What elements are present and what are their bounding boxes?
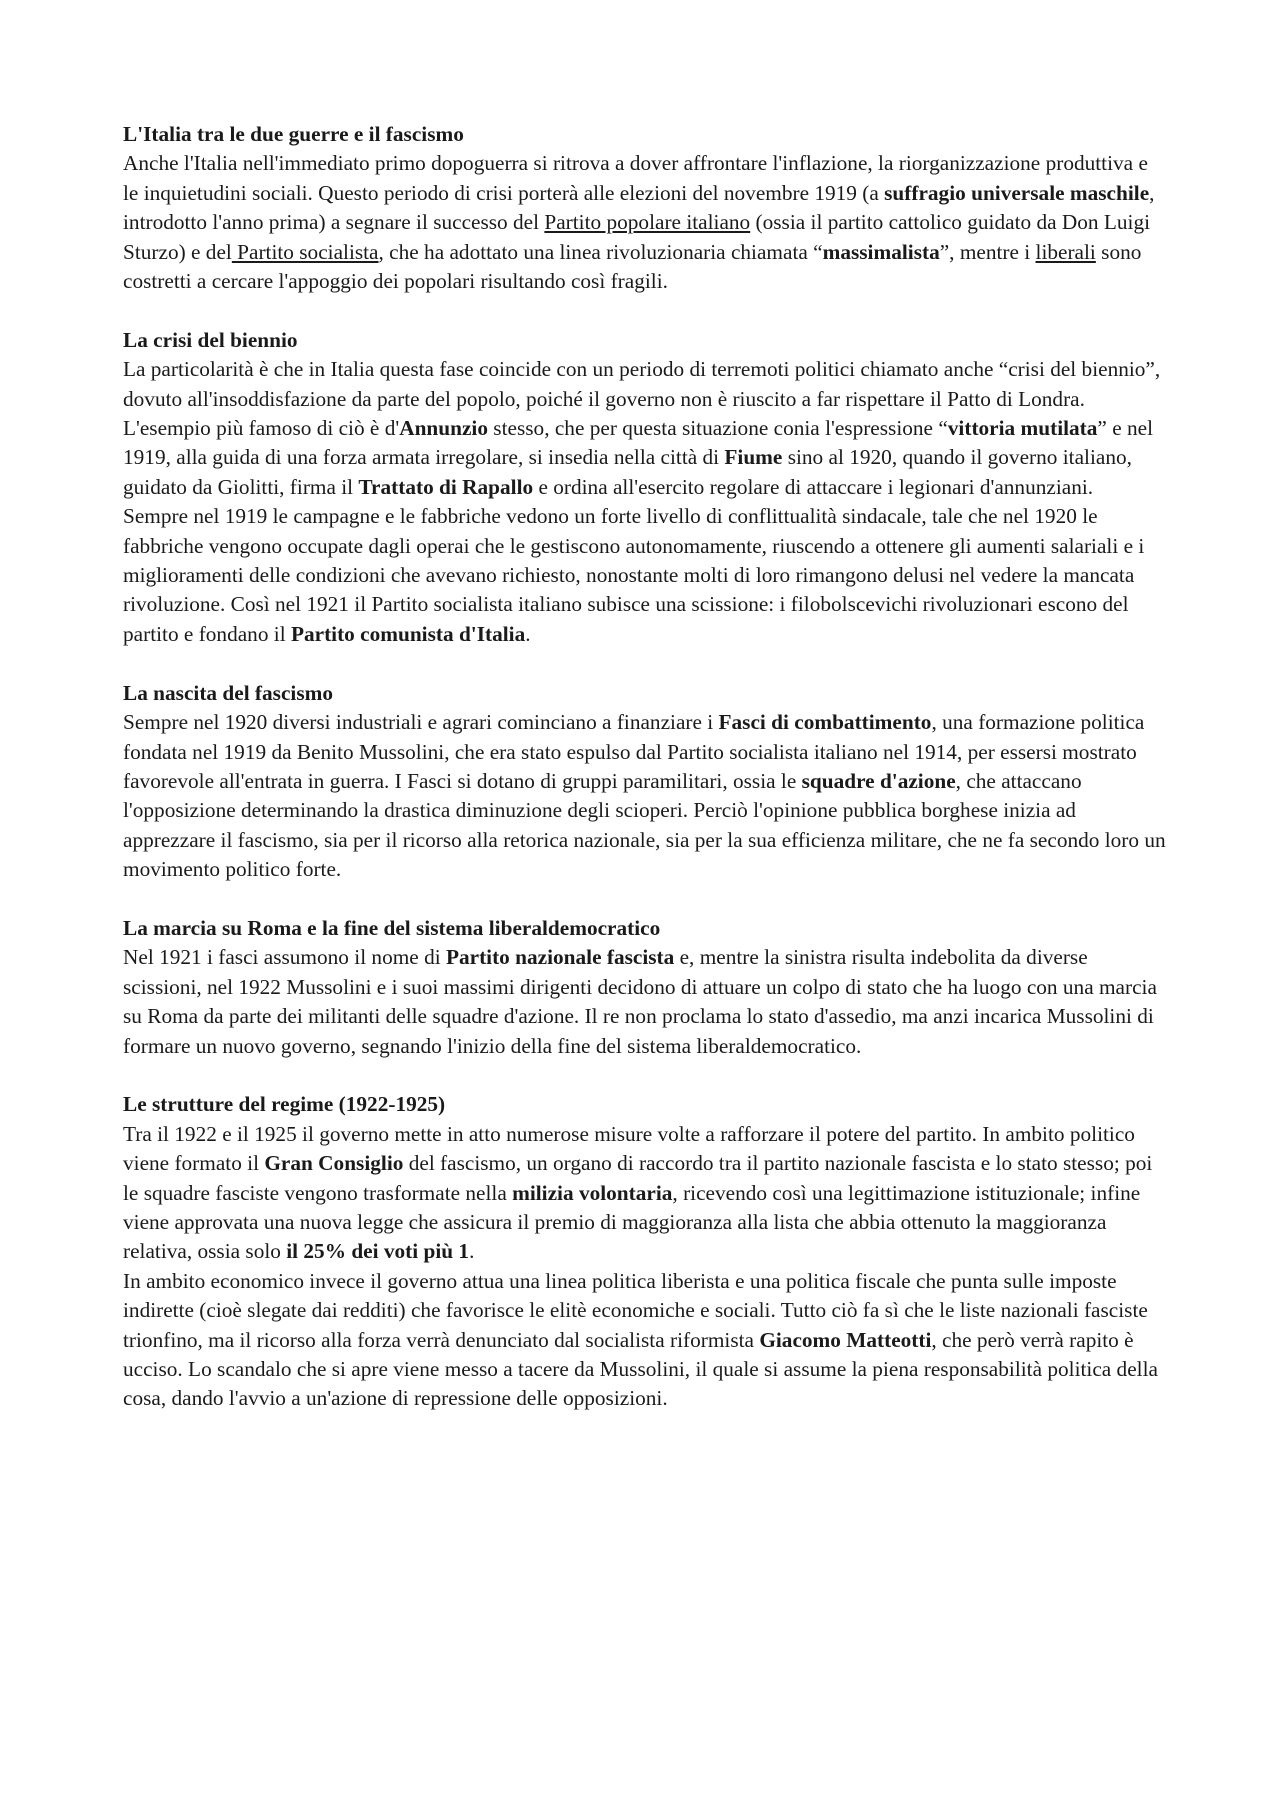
section-heading: La marcia su Roma e la fine del sistema liberaldemocratico	[123, 915, 661, 940]
bold-text: vittoria mutilata	[947, 416, 1098, 441]
bold-text: Annunzio	[399, 416, 488, 441]
document-page	[123, 120, 1168, 1443]
text-run: stesso, che per questa situazione conia l'espressione “	[487, 416, 948, 441]
underlined-text: Partito popolare italiano	[544, 210, 751, 235]
text-run: Tra il 1922 e il 1925 il governo mette in atto numerose misure volte a rafforzare il potere del partito. In ambito politico viene formato il	[123, 1121, 1135, 1176]
section-paragraph	[123, 943, 1168, 1061]
bold-text: Fiume	[724, 445, 783, 470]
text-run: , che però verrà rapito è ucciso. Lo scandalo che si apre viene messo a tacere da Mussolini, il quale si assume la piena responsabilità politica della cosa, dando l'avvio a un'azione di repressione delle opposizioni.	[123, 1327, 1158, 1411]
text-run: , che ha adottato una linea rivoluzionaria chiamata “	[378, 239, 823, 264]
text-run: Nel 1921 i fasci assumono il nome di	[123, 945, 446, 970]
text-run: La particolarità è che in Italia questa fase coincide con un periodo di terremoti politici chiamato anche “crisi del biennio”, dovuto all'insoddisfazione da parte del popolo, poiché il governo non è riuscito a far rispettare il Patto di Londra. L'esempio più famoso di ciò è d'	[123, 357, 1161, 441]
text-run: Sempre nel 1919 le campagne e le fabbriche vedono un forte livello di conflittualità sindacale, tale che nel 1920 le fabbriche vengono occupate dagli operai che le gestiscono autonomamente, riuscendo a ottenere gli aumenti salariali e i miglioramenti delle condizioni che avevano richiesto, nonostante molti di loro rimangono delusi nel vedere la mancata rivoluzione. Così nel 1921 il Partito socialista italiano subisce una scissione: i filobolscevichi rivoluzionari escono del partito e fondano il	[123, 504, 1145, 646]
section-paragraph	[123, 708, 1168, 884]
text-run: (ossia il partito cattolico guidato da Don Luigi Sturzo) e del	[123, 210, 1151, 264]
section-marcia-su-roma	[123, 914, 1168, 1061]
section-paragraph	[123, 355, 1168, 502]
bold-text: Gran Consiglio	[264, 1151, 404, 1176]
bold-text: Giacomo Matteotti	[759, 1327, 932, 1352]
bold-text: il 25% dei voti più 1	[286, 1239, 470, 1264]
text-run: e, mentre la sinistra risulta indebolita da diverse scissioni, nel 1922 Mussolini e i suoi massimi dirigenti decidono di attuare un colpo di stato che ha luogo con una marcia su Roma da parte dei militanti delle squadre d'azione. Il re non proclama lo stato d'assedio, ma anzi incarica Mussolini di formare un nuovo governo, segnando l'inizio della fine del sistema liberaldemocratico.	[123, 945, 1157, 1058]
text-run: Anche l'Italia nell'immediato primo dopoguerra si ritrova a dover affrontare l'inflazione, la riorganizzazione produttiva e le inquietudini sociali. Questo periodo di crisi porterà alle elezioni del novembre 1919 (a	[123, 151, 1148, 205]
section-nascita-del-fascismo	[123, 679, 1168, 885]
text-run: sino al 1920, quando il governo italiano, guidato da Giolitti, firma il	[123, 445, 1132, 499]
bold-text: milizia volontaria	[512, 1180, 673, 1205]
bold-text: suffragio universale maschile	[884, 180, 1150, 205]
text-run: .	[469, 1239, 475, 1264]
section-heading: La crisi del biennio	[123, 327, 298, 352]
section-strutture-del-regime	[123, 1090, 1168, 1413]
section-heading: Le strutture del regime (1922-1925)	[123, 1092, 446, 1117]
bold-text: Fasci di combattimento	[718, 710, 932, 735]
text-run: , che attaccano l'opposizione determinando la drastica diminuzione degli scioperi. Perciò l'opinione pubblica borghese inizia ad apprezzare il fascismo, sia per il ricorso alla retorica nazionale, sia per la sua efficienza militare, che ne fa secondo loro un movimento politico forte.	[123, 768, 1166, 882]
section-paragraph	[123, 149, 1168, 296]
text-run: In ambito economico invece il governo attua una linea politica liberista e una politica fiscale che punta sulle imposte indirette (cioè slegate dai redditi) che favorisce le elitè economiche e sociali. Tutto ciò fa sì che le liste nazionali fasciste trionfino, ma il ricorso alla forza verrà denunciato dal socialista riformista	[123, 1268, 1148, 1352]
text-run: , una formazione politica fondata nel 1919 da Benito Mussolini, che era stato espulso dal Partito socialista italiano nel 1914, per essersi mostrato favorevole all'entrata in guerra. I Fasci si dotano di gruppi paramilitari, ossia le	[123, 710, 1145, 793]
text-run: ”, mentre i	[939, 239, 1036, 264]
text-run: ” e nel 1919, alla guida di una forza armata irregolare, si insedia nella città di	[123, 416, 1153, 470]
text-run: sono costretti a cercare l'appoggio dei popolari risultando così fragili.	[123, 239, 1142, 294]
section-heading: L'Italia tra le due guerre e il fascismo	[123, 122, 464, 146]
section-paragraph	[123, 1267, 1168, 1414]
text-run: .	[525, 621, 531, 646]
bold-text: squadre d'azione	[801, 768, 956, 793]
section-crisi-del-biennio	[123, 326, 1168, 649]
text-run: Sempre nel 1920 diversi industriali e agrari cominciano a finanziare i	[123, 710, 719, 735]
text-run: del fascismo, un organo di raccordo tra il partito nazionale fascista e lo stato stesso; poi le squadre fasciste vengono trasformate nella	[123, 1151, 1153, 1205]
section-paragraph	[123, 1120, 1168, 1267]
text-run: , ricevendo così una legittimazione istituzionale; infine viene approvata una nuova legge che assicura il premio di maggioranza alla lista che abbia ottenuto la maggioranza relativa, ossia solo	[123, 1180, 1141, 1264]
text-run: , introdotto l'anno prima) a segnare il successo del	[123, 180, 1155, 235]
section-italia-tra-le-guerre	[123, 120, 1168, 296]
section-paragraph	[123, 502, 1168, 649]
bold-text: Partito nazionale fascista	[445, 945, 675, 970]
bold-text: massimalista	[822, 239, 940, 264]
underlined-text: liberali	[1035, 239, 1096, 264]
bold-text: Partito comunista d'Italia	[290, 621, 526, 646]
underlined-text: Partito socialista	[231, 239, 379, 264]
text-run: e ordina all'esercito regolare di attaccare i legionari d'annunziani.	[533, 474, 1094, 499]
section-heading: La nascita del fascismo	[123, 680, 334, 705]
bold-text: Trattato di Rapallo	[358, 474, 534, 499]
